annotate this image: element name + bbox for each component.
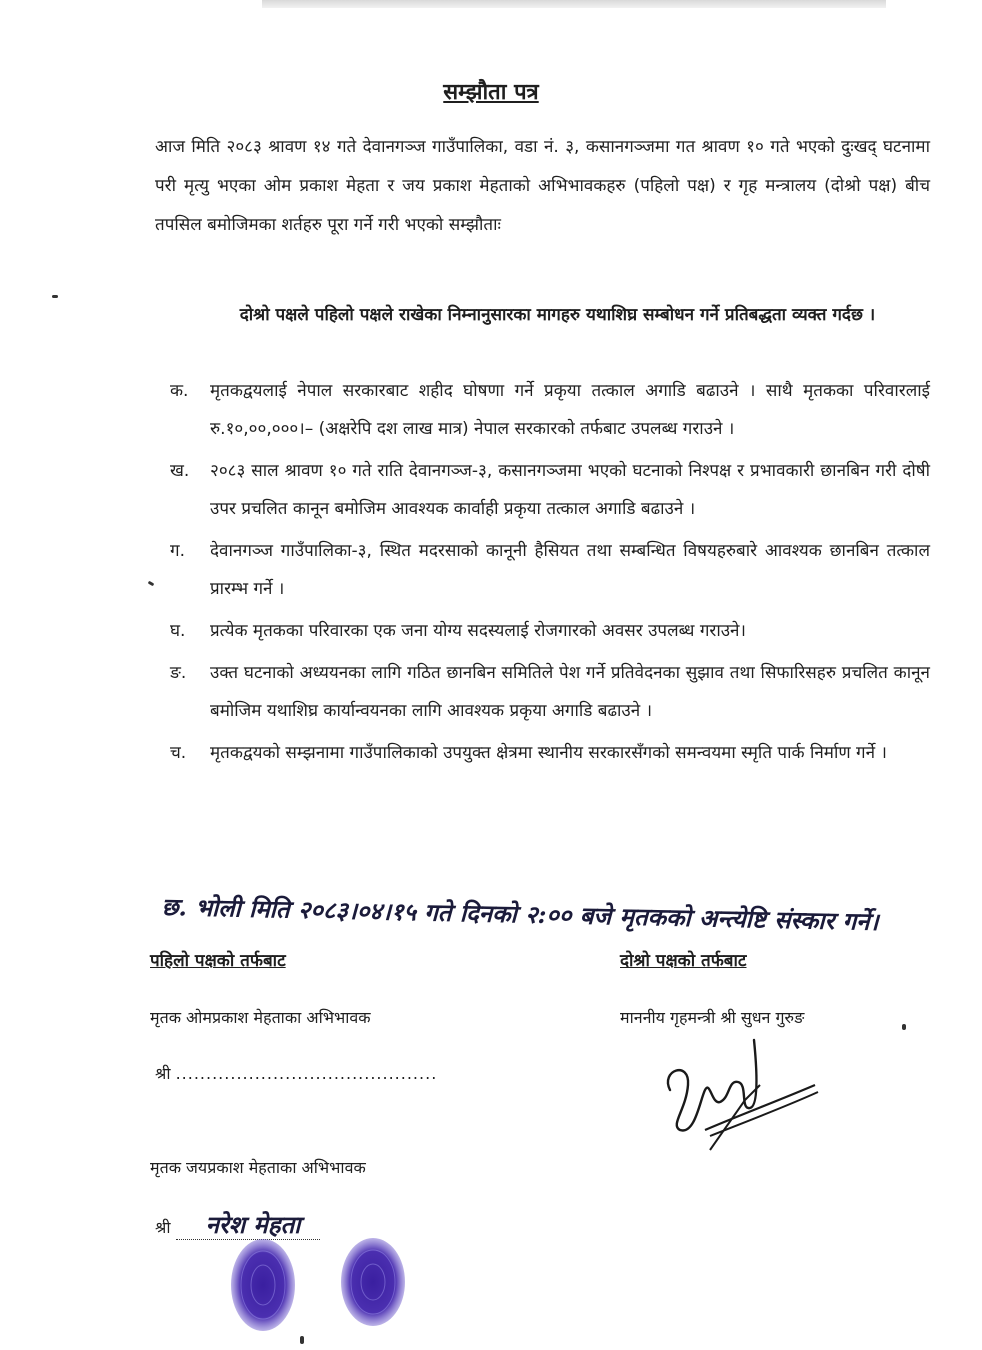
scan-speck: [902, 1024, 906, 1030]
honorific: श्री: [155, 1064, 171, 1083]
guardian1-label: मृतक ओमप्रकाश मेहताका अभिभावक: [150, 1008, 371, 1027]
demand-item-gha: [170, 612, 930, 650]
honorific: श्री: [155, 1218, 171, 1237]
item-marker: ख.: [170, 461, 190, 481]
item-marker: च.: [170, 743, 187, 763]
item-marker: ग.: [170, 541, 185, 561]
item-text: देवानगञ्ज गाउँपालिका-३, स्थित मदरसाको कानूनी हैसियत तथा सम्बन्धित विषयहरुबारे आवश्यक छानबिन तत्काल प्रारम्भ गर्ने ।: [210, 541, 930, 599]
signature-dotted-line: ...........................................: [175, 1064, 438, 1083]
first-party-heading: पहिलो पक्षको तर्फबाट: [150, 951, 286, 971]
demand-item-kha: [170, 452, 930, 528]
item-text: उक्त घटनाको अध्ययनका लागि गठित छानबिन समितिले पेश गर्ने प्रतिवेदनका सुझाव तथा सिफारिसहरु प्रचलित कानून बमोजिम यथाशिघ्र कार्यान्वयनका लागि आवश्यक प्रकृया अगाडि बढाउने ।: [210, 663, 930, 721]
item-text: मृतकद्वयलाई नेपाल सरकारबाट शहीद घोषणा गर्ने प्रकृया तत्काल अगाडि बढाउने । साथै मृतकका परिवारलाई रु.१०,००,०००।– (अक्षरेपि दश लाख मात्र) नेपाल सरकारको तर्फबाट उपलब्ध गराउने ।: [210, 381, 930, 439]
item-text: प्रत्येक मृतकका परिवारका एक जना योग्य सदस्यलाई रोजगारको अवसर उपलब्ध गराउने।: [210, 621, 746, 641]
home-minister-label: माननीय गृहमन्त्री श्री सुधन गुरुङ: [620, 1008, 805, 1027]
signature-icon: [650, 1030, 830, 1160]
thumbprint-icon: [225, 1230, 415, 1340]
scan-speck: [148, 581, 155, 587]
demand-item-cha: [170, 734, 930, 772]
handwritten-addendum: छ. भोली मिति २०८३।०४।१५ गते दिनको २:०० बजे मृतकको अन्त्येष्टि संस्कार गर्ने।: [161, 892, 879, 937]
demand-item-ka: [170, 372, 930, 448]
guardian2-label: मृतक जयप्रकाश मेहताका अभिभावक: [150, 1158, 366, 1177]
item-text: मृतकद्वयको सम्झनामा गाउँपालिकाको उपयुक्त क्षेत्रमा स्थानीय सरकारसँगको समन्वयमा स्मृति पार्क निर्माण गर्ने ।: [210, 743, 887, 763]
item-marker: घ.: [170, 621, 186, 641]
intro-paragraph: आज मिति २०८३ श्रावण १४ गते देवानगञ्ज गाउँपालिका, वडा नं. ३, कसानगञ्जमा गत श्रावण १० गते भएको दुःखद् घटनामा परी मृत्यु भएका ओम प्रकाश मेहता र जय प्रकाश मेहताको अभिभावकहरु (पहिलो पक्ष) र गृह मन्त्रालय (दोश्रो पक्ष) बीच तपसिल बमोजिमका शर्तहरु पूरा गर्ने गरी भएको सम्झौताः: [155, 137, 930, 235]
scan-speck: [300, 1336, 304, 1344]
demand-item-ga: [170, 532, 930, 608]
guardian2-handwritten-name: नरेश मेहता: [176, 1210, 321, 1240]
item-marker: ङ.: [170, 663, 187, 683]
item-text: २०८३ साल श्रावण १० गते राति देवानगञ्ज-३, कसानगञ्जमा भएको घटनाको निश्पक्ष र प्रभावकारी छानबिन गरी दोषी उपर प्रचलित कानून बमोजिम आवश्यक कार्वाही प्रकृया तत्काल अगाडि बढाउने ।: [210, 461, 930, 519]
item-marker: क.: [170, 381, 189, 401]
demand-item-nga: [170, 654, 930, 730]
scan-speck: [52, 295, 58, 298]
commitment-statement: दोश्रो पक्षले पहिलो पक्षले राखेका निम्नानुसारका मागहरु यथाशिघ्र सम्बोधन गर्ने प्रतिबद्धता व्यक्त गर्दछ ।: [239, 305, 876, 325]
second-party-heading: दोश्रो पक्षको तर्फबाट: [620, 951, 747, 971]
document-title: सम्झौता पत्र: [443, 80, 539, 105]
guardian1-sign-line: [155, 1062, 437, 1084]
demand-list: [170, 372, 930, 776]
